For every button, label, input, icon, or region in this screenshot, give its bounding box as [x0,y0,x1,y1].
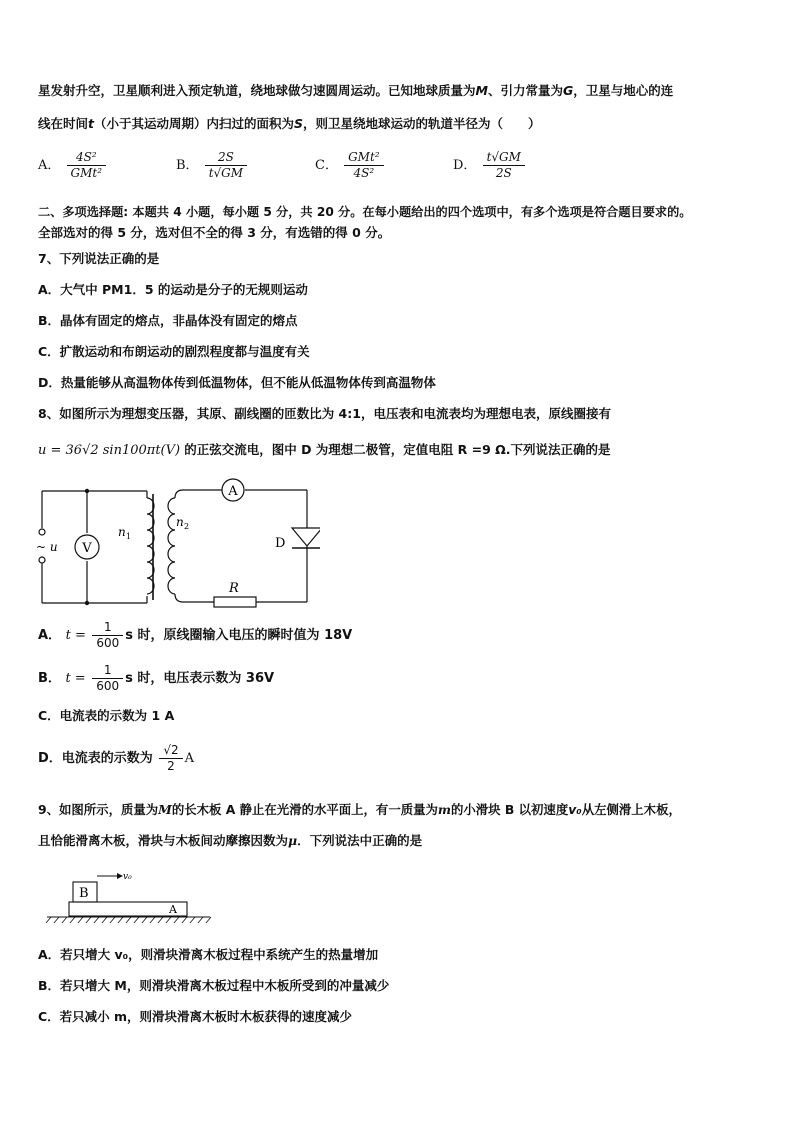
fraction [483,150,525,181]
q7-option-d: D．热量能够从高温物体传到低温物体，但不能从低温物体传到高温物体 [38,375,436,390]
n1-subscript: 1 [126,532,132,541]
q6-text: ，卫星与地心的连 [573,83,674,98]
source-label: ~ u [36,540,58,554]
n2-label: n [176,515,184,529]
q7-option-b: B．晶体有固定的熔点，非晶体没有固定的熔点 [38,313,298,328]
numerator: √2 [159,743,182,759]
numerator: 2S [205,150,247,166]
q7-option-c: C．扩散运动和布朗运动的剧烈程度都与温度有关 [38,344,310,359]
velocity-label: v₀ [123,872,132,882]
option-text: D．电流表的示数为 [38,751,153,766]
denominator: 600 [96,679,120,693]
option-label: D． [453,158,477,173]
var-t: t = [65,671,86,686]
option-label: A． [38,628,62,643]
var-G: G [562,83,574,98]
var-v0: v₀ [568,802,582,817]
q6-line-1 [38,82,673,100]
q8-stem-text: 的正弦交流电，图中 D 为理想二极管，定值电阻 R =9 Ω.下列说法正确的是 [184,442,611,457]
q6-line-2 [38,115,541,133]
voltmeter-label: V [82,541,92,556]
q6-text: ，则卫星绕地球运动的轨道半径为（ ） [303,116,541,131]
var-S: S [294,116,304,131]
var-M: M [158,802,172,817]
q9-text: 从左侧滑上木板， [581,802,681,817]
q6-option-d [453,150,527,181]
q9-option-a: A．若只增大 v₀，则滑块滑离木板过程中系统产生的热量增加 [38,947,379,962]
q9-line-2 [38,832,422,850]
denominator: 2 [167,759,175,773]
fraction [205,150,247,181]
q6-option-c [315,150,386,181]
q8-option-c: C．电流表的示数为 1 A [38,708,175,723]
q9-text: ．下列说法中正确的是 [297,833,423,848]
unit: A [184,751,194,766]
fraction [92,620,123,651]
board-a-label: A [169,903,177,916]
option-text: s 时，电压表示数为 36V [125,671,275,686]
var-m: m [437,802,452,817]
section-2-line-2: 全部选对的得 5 分，选对但不全的得 3 分，有选错的得 0 分。 [38,225,391,240]
diode-label: D [275,536,286,551]
block-b-label: B [79,886,89,901]
option-label: B． [176,158,199,173]
denominator: 600 [96,636,120,650]
q8-option-b [38,663,274,694]
option-label: A． [38,158,61,173]
block-board-diagram [45,866,215,926]
var-mu: μ [288,833,298,848]
var-t: t [88,116,94,131]
var-t: t = [65,628,86,643]
var-M: M [475,83,488,98]
n2-subscript: 2 [184,522,190,531]
q9-text: 的长木板 A 静止在光滑的水平面上，有一质量为 [171,802,438,817]
q9-text: 的小滑块 B 以初速度 [451,802,569,817]
q6-text: （小于其运动周期）内扫过的面积为 [94,116,295,131]
option-text: s 时，原线圈输入电压的瞬时值为 18V [125,628,353,643]
fraction [92,663,123,694]
fraction [159,743,182,774]
q9-option-c: C．若只减小 m，则滑块滑离木板时木板获得的速度减少 [38,1009,353,1024]
q9-line-1 [38,801,681,819]
q6-option-a [38,150,108,181]
q8-option-d [38,743,194,774]
numerator: 1 [92,620,123,636]
numerator: 1 [92,663,123,679]
denominator: 2S [495,166,512,180]
numerator: GMt² [344,150,384,166]
ammeter-label: A [228,484,238,499]
numerator: 4S² [67,150,107,166]
q8-formula: u = 36√2 sin100πt(V) [38,443,181,458]
denominator: GMt² [70,166,103,180]
option-label: C． [315,158,338,173]
q6-text: 星发射升空，卫星顺利进入预定轨道，绕地球做匀速圆周运动。已知地球质量为 [38,83,476,98]
transformer-circuit-diagram [30,476,320,612]
denominator: t√GM [208,166,244,180]
n1-label: n [118,525,126,539]
q8-option-a [38,620,352,651]
fraction [344,150,384,181]
section-2-line-1: 二、多项选择题: 本题共 4 小题，每小题 5 分，共 20 分。在每小题给出的四个选项中，有多个选项是符合题目要求的。 [38,205,692,219]
fraction [67,150,107,181]
numerator: t√GM [483,150,525,166]
q7-stem: 7、下列说法正确的是 [38,251,160,266]
q7-option-a: A．大气中 PM1．5 的运动是分子的无规则运动 [38,282,308,297]
q6-text: 、引力常量为 [487,83,563,98]
q8-stem-line-2 [38,441,611,460]
q9-option-b: B．若只增大 M，则滑块滑离木板过程中木板所受到的冲量减少 [38,978,390,993]
denominator: 4S² [353,166,375,180]
resistor-label: R [229,581,239,596]
option-label: B． [38,671,61,686]
q9-text: 9、如图所示，质量为 [38,802,159,817]
q6-text: 线在时间 [38,116,89,131]
q9-text: 且恰能滑离木板，滑块与木板间动摩擦因数为 [38,833,289,848]
q8-stem-line-1: 8、如图所示为理想变压器，其原、副线圈的匝数比为 4:1，电压表和电流表均为理想电表，原线圈接有 [38,406,611,421]
q6-option-b [176,150,249,181]
